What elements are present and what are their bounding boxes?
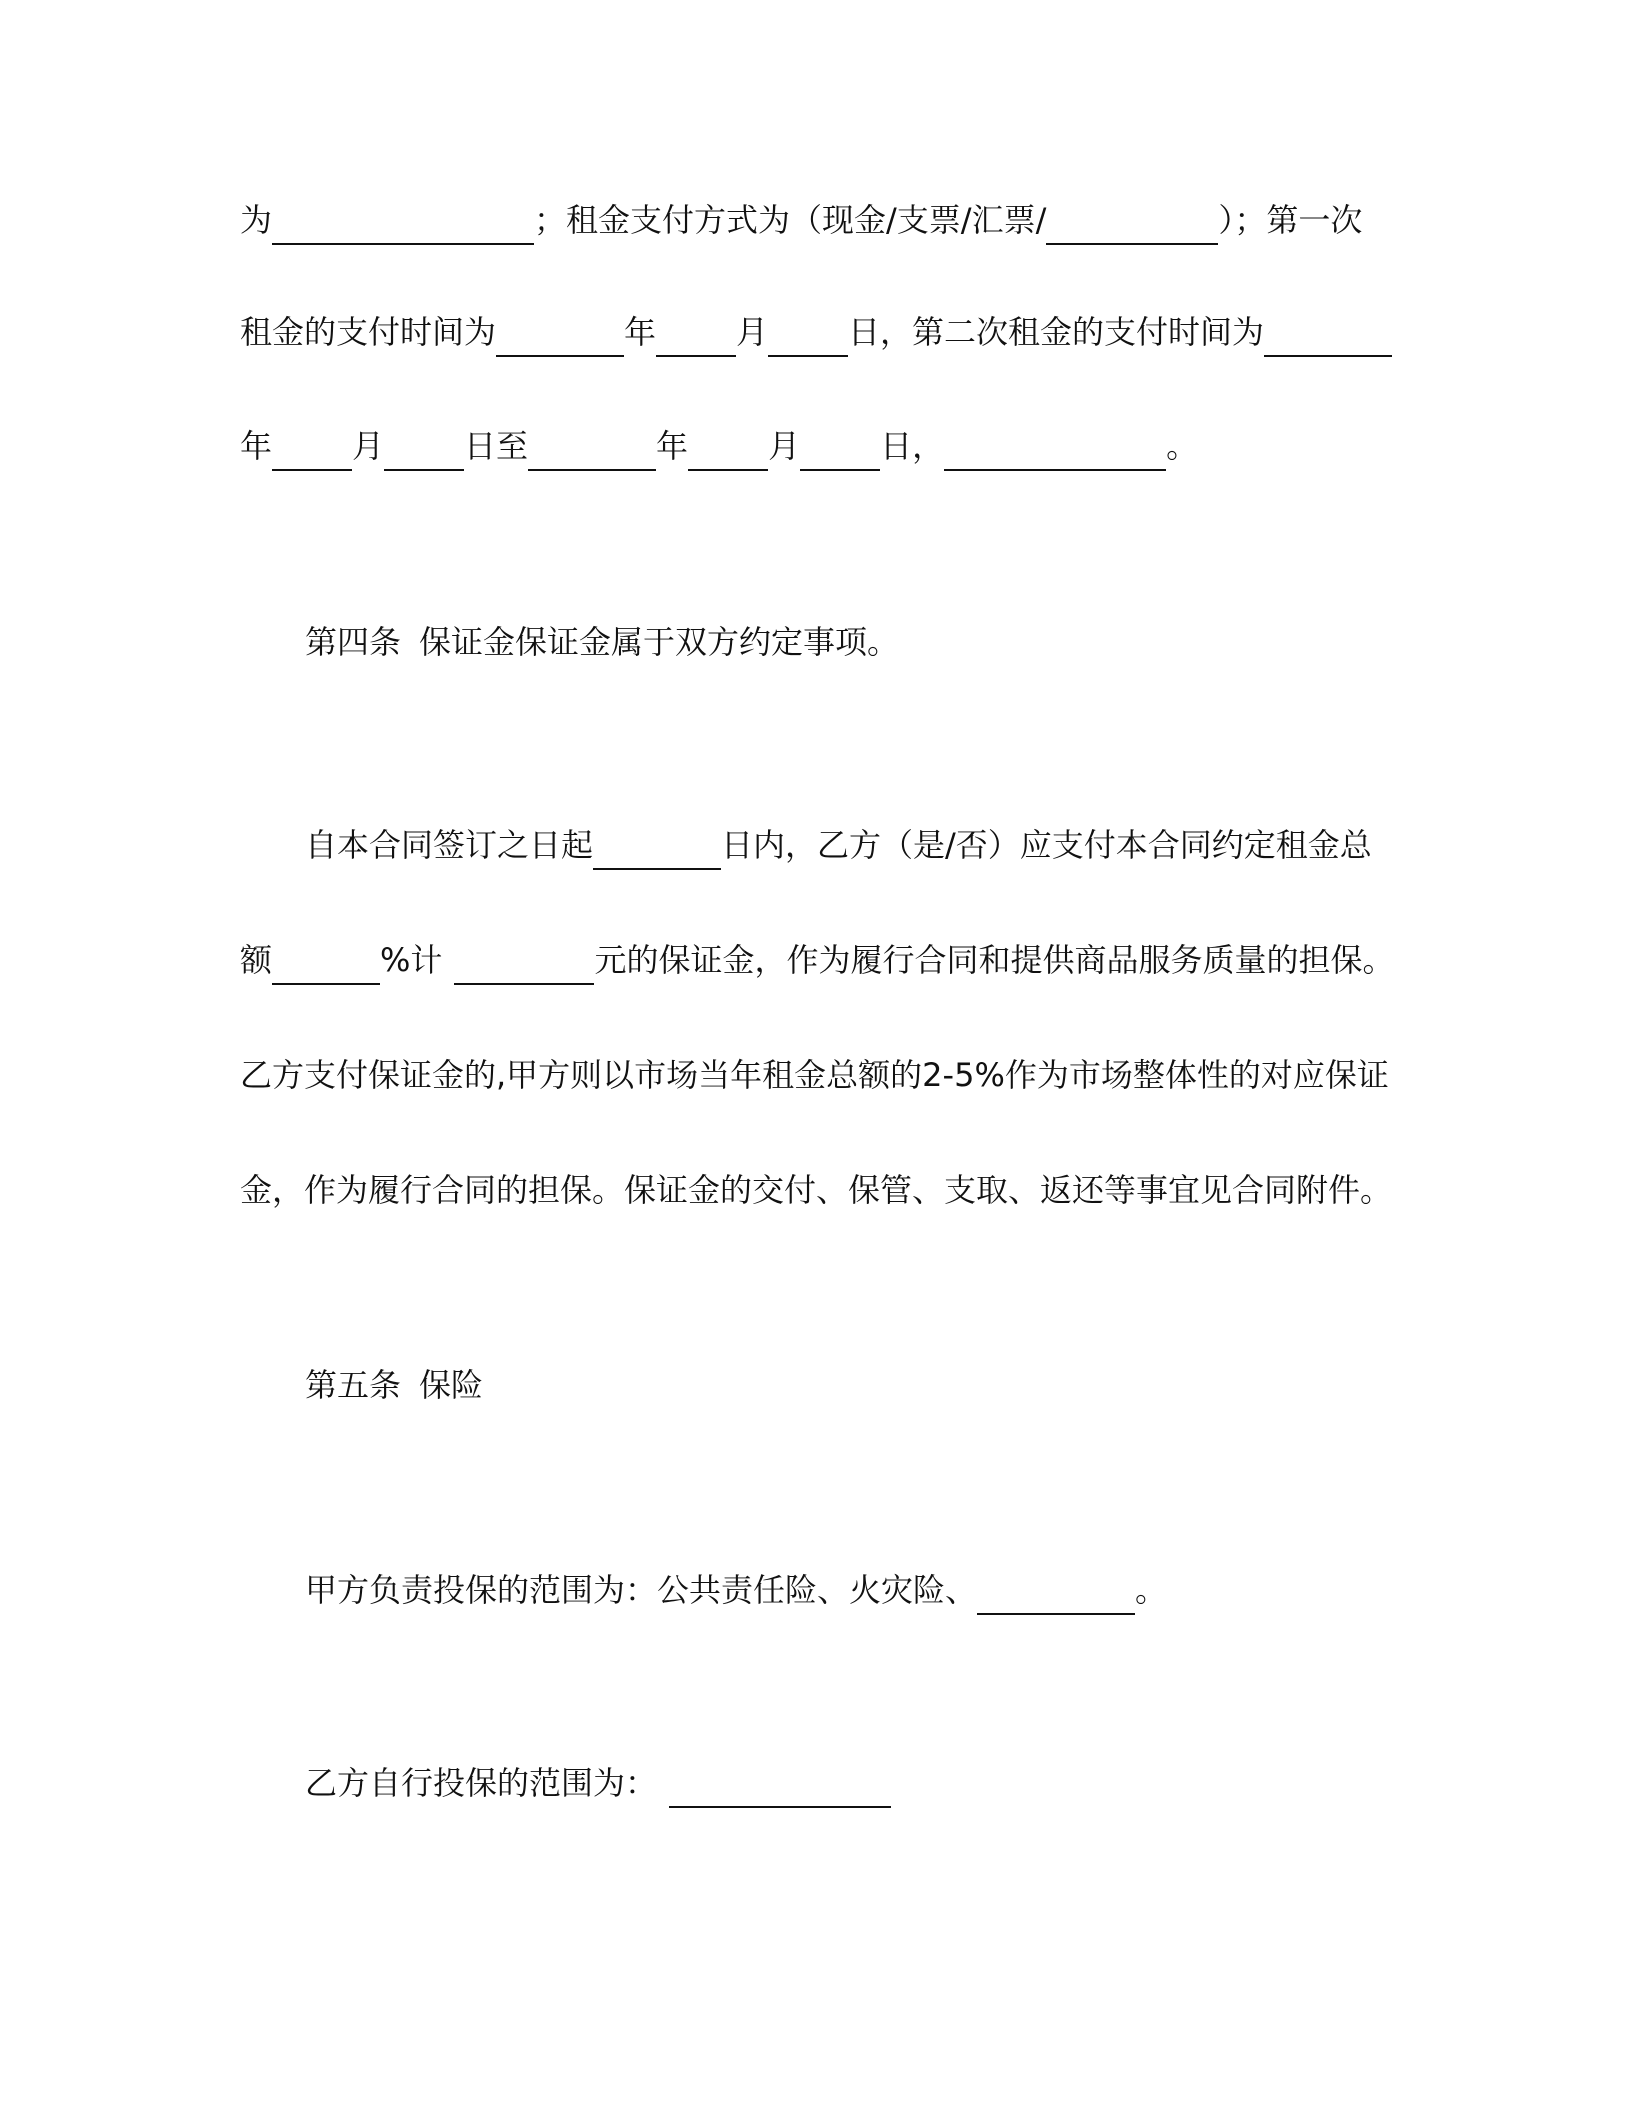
- blank-day-field[interactable]: [768, 315, 848, 357]
- blank-insurance-field[interactable]: [669, 1766, 891, 1808]
- article-number: 第四条: [305, 623, 402, 661]
- text-segment: 租金的支付时间为: [240, 313, 497, 351]
- article-title: 保险: [419, 1366, 484, 1404]
- text-segment: 年: [240, 427, 273, 465]
- party-a-insurance-line: [305, 1560, 1465, 1620]
- deposit-paragraph-line-4: [240, 1160, 1400, 1220]
- blank-month-field[interactable]: [656, 315, 736, 357]
- blank-month-field[interactable]: [688, 429, 768, 471]
- first-payment-date-line: [240, 302, 1400, 362]
- blank-year-field[interactable]: [1264, 315, 1392, 357]
- text-segment: 日内，乙方（是/否）应支付本合同约定租金总: [721, 826, 1372, 864]
- second-payment-date-line: [240, 416, 1400, 476]
- text-segment: 额: [240, 941, 273, 979]
- text-segment: 日，: [880, 427, 945, 465]
- text-segment: ；租金支付方式为（现金/支票/汇票/: [534, 201, 1047, 239]
- text-segment: ）；第一次: [1218, 201, 1363, 239]
- text-segment: 元的保证金，作为履行合同和提供商品服务质量的担保。: [594, 941, 1395, 979]
- blank-year-field[interactable]: [496, 315, 624, 357]
- blank-amount-field[interactable]: [272, 203, 534, 245]
- text-segment: 日至: [464, 427, 529, 465]
- text-segment: 月: [768, 427, 801, 465]
- blank-days-field[interactable]: [593, 828, 721, 870]
- text-segment: 自本合同签订之日起: [305, 826, 594, 864]
- article-number: 第五条: [305, 1366, 402, 1404]
- text-segment: 。: [1166, 427, 1199, 465]
- blank-year-field[interactable]: [528, 429, 656, 471]
- blank-insurance-field[interactable]: [977, 1573, 1135, 1615]
- article-5-heading: [305, 1355, 1465, 1415]
- text-segment: 甲方负责投保的范围为：公共责任险、火灾险、: [305, 1571, 978, 1609]
- text-segment: 日，第二次租金的支付时间为: [848, 313, 1265, 351]
- blank-percent-field[interactable]: [272, 943, 380, 985]
- text-segment: 年: [656, 427, 689, 465]
- deposit-paragraph-line-1: [305, 815, 1465, 875]
- payment-terms-line: [240, 190, 1400, 250]
- text-segment: 月: [352, 427, 385, 465]
- text-segment: 乙方自行投保的范围为：: [305, 1764, 658, 1802]
- blank-day-field[interactable]: [800, 429, 880, 471]
- text-segment: %计: [380, 941, 443, 979]
- blank-day-field[interactable]: [384, 429, 464, 471]
- deposit-paragraph-line-3: [240, 1045, 1400, 1105]
- deposit-paragraph-line-2: [240, 930, 1400, 990]
- text-segment: 乙方支付保证金的,甲方则以市场当年租金总额的2-5%作为市场整体性的对应保证: [240, 1056, 1389, 1094]
- text-segment: 月: [736, 313, 769, 351]
- blank-payment-method-field[interactable]: [1046, 203, 1218, 245]
- article-title: 保证金保证金属于双方约定事项。: [419, 623, 900, 661]
- text-segment: 年: [624, 313, 657, 351]
- text-segment: 。: [1135, 1571, 1168, 1609]
- blank-amount-field[interactable]: [454, 943, 594, 985]
- party-b-insurance-line: [305, 1753, 1465, 1813]
- text-segment: 为: [240, 201, 273, 239]
- article-4-heading: [305, 612, 1465, 672]
- blank-other-field[interactable]: [944, 429, 1166, 471]
- text-segment: 金，作为履行合同的担保。保证金的交付、保管、支取、返还等事宜见合同附件。: [240, 1171, 1393, 1209]
- blank-month-field[interactable]: [272, 429, 352, 471]
